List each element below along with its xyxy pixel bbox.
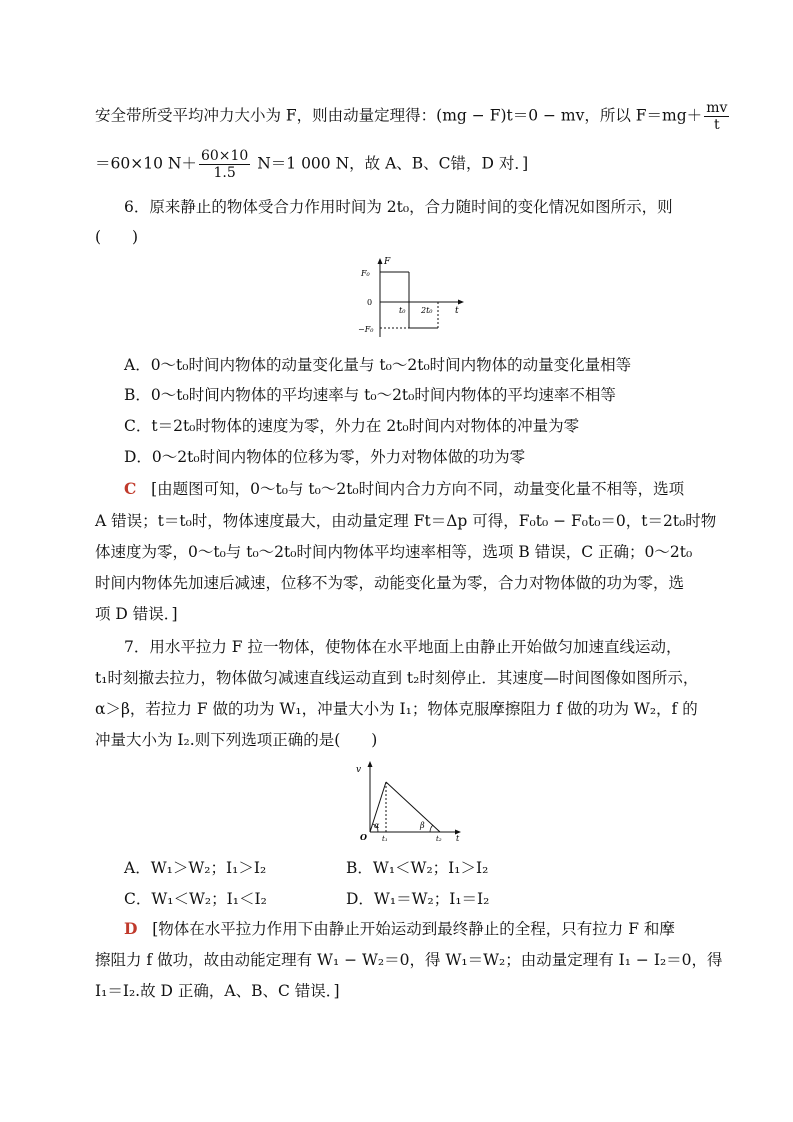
q7-explanation-line-1 (124, 918, 734, 940)
q6-option-c: C．t＝2t₀时物体的速度为零，外力在 2t₀时间内对物体的冲量为零 (124, 417, 580, 435)
q6-stem-line-2: ( ) (95, 228, 139, 246)
tick-label-f0: F₀ (361, 269, 370, 278)
alpha-label: α (374, 821, 380, 830)
q5-solution-text: ＝60×10 N＋ (95, 154, 197, 173)
q7-explanation-line-3: I₁＝I₂.故 D 正确，A、B、C 错误．] (95, 982, 340, 1000)
tick-label-zero: 0 (367, 298, 373, 307)
x-axis-arrow (458, 300, 464, 305)
beta-arc (430, 825, 433, 832)
q6-answer: C (124, 479, 137, 498)
axis-label-t: t (456, 834, 460, 842)
q6-explanation-line-3: 体速度为零，0～t₀与 t₀～2t₀时间内物体平均速率相等，选项 B 错误，C 正确；0～2t₀ (95, 543, 693, 561)
q5-solution-text: N＝1 000 N，故 A、B、C错，D 对．] (252, 154, 529, 173)
q7-velocity-time-graph (352, 758, 470, 842)
fraction-force (199, 148, 250, 181)
q6-explanation-line-2: A 错误；t＝t₀时，物体速度最大，由动量定理 Ft＝Δp 可得，F₀t₀ − F₀t₀＝0，t＝2t₀时物 (95, 512, 717, 530)
fraction-denominator: t (713, 117, 720, 133)
tick-label-t0: t₀ (399, 306, 406, 315)
y-axis-arrow (368, 761, 373, 767)
q7-answer: D (124, 919, 138, 938)
q7-explanation-line-2: 擦阻力 f 做功，故由动能定理有 W₁ − W₂＝0，得 W₁＝W₂；由动量定理有 I₁ − I₂＝0，得 (95, 951, 723, 969)
axis-label-t: t (455, 306, 459, 316)
tick-label-t1: t₁ (382, 835, 388, 842)
q6-explanation-line-5: 项 D 错误．] (95, 605, 178, 623)
q7-explanation-text: [物体在水平拉力作用下由静止开始运动到最终静止的全程，只有拉力 F 和摩 (152, 920, 675, 938)
q7-stem-line-4: 冲量大小为 I₂.则下列选项正确的是( ) (95, 731, 378, 749)
q6-stem-line-1: 6．原来静止的物体受合力作用时间为 2t₀，合力随时间的变化情况如图所示，则 (124, 198, 673, 216)
q7-stem-line-2: t₁时刻撤去拉力，物体做匀减速直线运动直到 t₂时刻停止．其速度—时间图像如图所示， (95, 669, 699, 687)
q5-solution-text: 安全带所受平均冲力大小为 F，则由动量定理得：(mg − F)t＝0 − mv，所以 F＝mg＋ (95, 106, 703, 125)
tick-label-2t0: 2t₀ (421, 306, 433, 315)
q7-stem-line-1: 7．用水平拉力 F 拉一物体，使物体在水平地面上由静止开始做匀加速直线运动， (124, 638, 682, 656)
q6-explanation-line-4: 时间内物体先加速后减速，位移不为零，动能变化量为零，合力对物体做的功为零，选 (95, 574, 685, 592)
q7-option-d: D．W₁＝W₂；I₁＝I₂ (346, 890, 490, 908)
q6-option-a: A．0～t₀时间内物体的动量变化量与 t₀～2t₀时间内物体的动量变化量相等 (124, 356, 632, 374)
origin-label: O (360, 832, 367, 842)
fraction-denominator: 1.5 (213, 165, 236, 181)
axis-label-v: v (356, 765, 362, 775)
beta-label: β (420, 821, 425, 830)
q6-explanation-text: [由题图可知，0～t₀与 t₀～2t₀时间内合力方向不同，动量变化量不相等，选项 (151, 480, 685, 498)
q7-option-b: B．W₁＜W₂；I₁＞I₂ (346, 859, 489, 877)
fraction-numerator: mv (706, 100, 728, 116)
q6-option-d: D．0～2t₀时间内物体的位移为零，外力对物体做的功为零 (124, 448, 526, 466)
tick-label-t2: t₂ (436, 835, 442, 842)
q6-explanation-line-1 (124, 478, 734, 500)
axis-label-f: F (384, 257, 391, 267)
q5-solution-line-1 (95, 100, 728, 133)
q6-option-b: B．0～t₀时间内物体的平均速率与 t₀～2t₀时间内物体的平均速率不相等 (124, 386, 616, 404)
y-axis-arrow (378, 258, 383, 264)
fraction-numerator: 60×10 (200, 148, 249, 164)
q6-force-time-graph (355, 255, 470, 343)
fraction-mv-over-t (704, 100, 729, 133)
tick-label-neg-f0: −F₀ (358, 325, 374, 334)
q5-solution-line-2 (95, 148, 705, 181)
q7-stem-line-3: α＞β，若拉力 F 做的功为 W₁，冲量大小为 I₁；物体克服摩擦阻力 f 做的功为 W₂，f 的 (95, 700, 698, 718)
q7-option-c: C．W₁＜W₂；I₁＜I₂ (124, 890, 267, 908)
q7-option-a: A．W₁＞W₂；I₁＞I₂ (124, 859, 267, 877)
deceleration-line (386, 782, 440, 832)
